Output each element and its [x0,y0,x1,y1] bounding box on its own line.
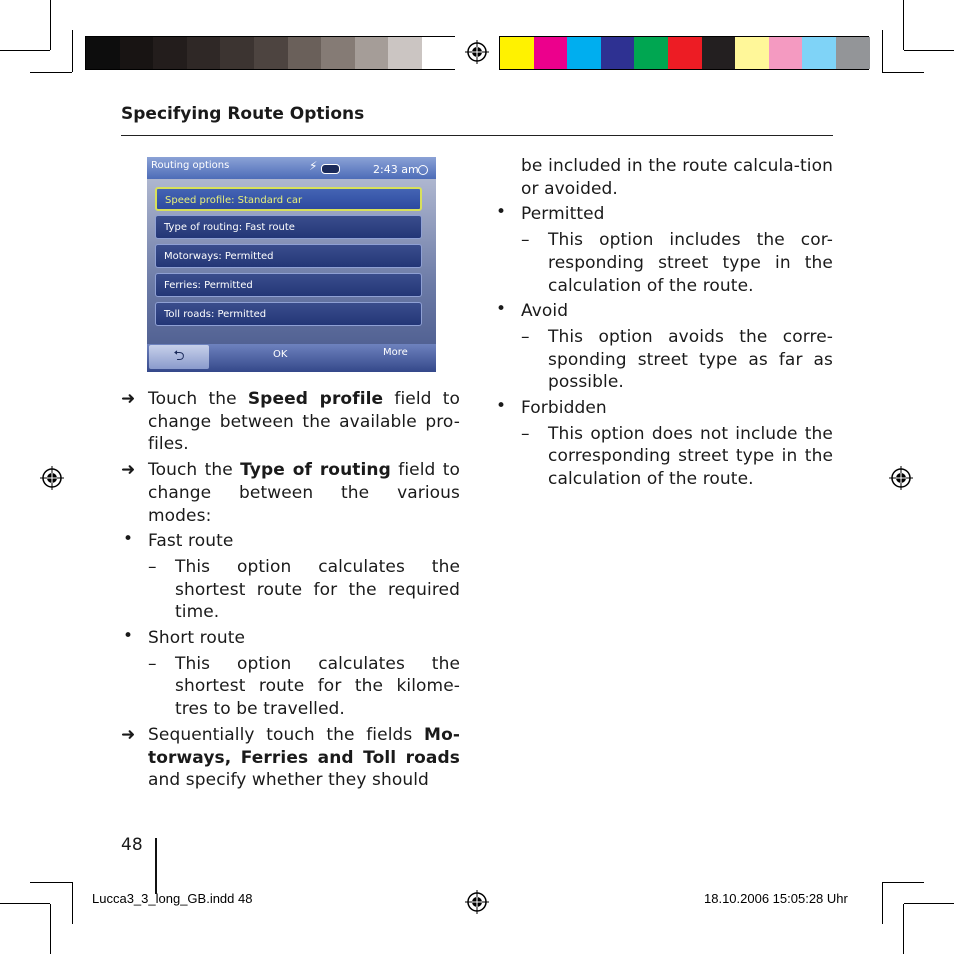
right-column [494,155,833,494]
ok-button[interactable]: OK [273,349,288,360]
bullet-item [494,203,833,226]
registration-mark-icon [889,466,913,490]
more-button[interactable]: More [383,347,408,358]
crop-mark [50,0,51,50]
step-text: Touch the [148,389,248,409]
color-swatch [601,37,635,69]
color-swatch [187,37,221,69]
crop-mark [30,882,72,883]
clock-icon [418,165,428,175]
back-arrow-icon[interactable]: ⮌ [149,345,209,369]
dash-item [121,556,460,624]
registration-mark-icon [465,40,489,64]
option-toll-roads[interactable]: Toll roads: Permitted [155,302,422,326]
crop-mark [0,903,50,904]
bullet-item [121,530,460,553]
footer-timestamp: 18.10.2006 15:05:28 Uhr [704,891,848,906]
option-type-of-routing[interactable]: Type of routing: Fast route [155,215,422,239]
dash-text: This option calculates the shortest route for the kilome-tres to be travelled. [175,653,460,720]
battery-icon [321,164,340,174]
arrow-icon: ➜ [121,724,136,745]
registration-mark-icon [40,466,64,490]
section-title: Specifying Route Options [121,104,365,124]
color-swatch [220,37,254,69]
dash-icon: – [521,326,530,347]
crop-mark [904,903,954,904]
bullet-icon: • [496,202,507,223]
color-swatch [355,37,389,69]
dash-icon: – [148,653,157,674]
bullet-item [494,300,833,323]
dash-icon: – [148,556,157,577]
bullet-icon: • [123,626,134,647]
crop-mark [0,50,50,51]
registration-mark-icon [465,890,489,914]
bullet-icon: • [123,529,134,550]
step-keyword: Mo-torways, Ferries and Toll roads [148,724,460,768]
color-swatch [702,37,736,69]
crop-mark [50,904,51,954]
power-icon: ⚡ [309,159,318,173]
color-swatch [769,37,803,69]
color-swatch [86,37,120,69]
bullet-text: Forbidden [521,398,607,419]
instruction-step [121,459,460,527]
screenshot-time: 2:43 am [373,163,419,176]
color-swatch [288,37,322,69]
crop-mark [903,904,904,954]
page-number-rule [155,838,157,894]
color-swatch [153,37,187,69]
option-ferries[interactable]: Ferries: Permitted [155,273,422,297]
step-keyword: Type of routing [240,460,391,481]
color-swatch [500,37,534,69]
color-swatch [254,37,288,69]
crop-mark [882,30,883,72]
heading-rule [121,135,833,136]
page-number: 48 [121,835,143,855]
step-text: Touch the [148,460,241,481]
bullet-text: Short route [148,628,246,649]
arrow-icon: ➜ [121,389,136,409]
bullet-text: Avoid [521,301,569,322]
color-swatch [321,37,355,69]
step-text: field to change between the available pro-files. [148,389,460,455]
footer-file: Lucca3_3_long_GB.indd 48 [92,891,253,906]
option-motorways[interactable]: Motorways: Permitted [155,244,422,268]
color-swatch [735,37,769,69]
color-swatch [668,37,702,69]
step-text: Sequentially touch the fields [148,724,425,745]
dash-text: This option calculates the shortest route for the required time. [175,556,460,623]
color-swatch [120,37,154,69]
dash-item [494,423,833,491]
step-text: and specify whether they should [148,770,429,791]
dash-item [494,229,833,297]
bullet-item [121,627,460,650]
bullet-text: Permitted [521,204,605,225]
bullet-item [494,397,833,420]
dash-item [121,653,460,721]
dash-text: This option does not include the corresponding street type in the calculation of the route. [548,423,833,490]
screenshot-title: Routing options [151,160,230,171]
dash-icon: – [521,423,530,444]
dash-text: This option avoids the corre-sponding street type as far as possible. [548,326,833,393]
crop-mark [882,882,924,883]
crop-mark [882,72,924,73]
crop-mark [882,882,883,924]
crop-mark [903,0,904,50]
bullet-icon: • [496,396,507,417]
dash-text: This option includes the cor-responding street type in the calculation of the route. [548,230,833,296]
color-swatch [802,37,836,69]
arrow-icon: ➜ [121,460,136,481]
device-screenshot [147,157,436,372]
color-swatch [534,37,568,69]
color-swatch [422,37,456,69]
color-swatch [567,37,601,69]
option-speed-profile[interactable]: Speed profile: Standard car [155,187,422,211]
bullet-text: Fast route [148,531,234,552]
crop-mark [72,30,73,72]
color-swatch [634,37,668,69]
crop-mark [72,882,73,924]
instruction-step [121,388,460,456]
step-text: field to change between the various modes: [148,460,460,526]
color-swatch [388,37,422,69]
dash-icon: – [521,230,530,251]
bullet-icon: • [496,299,507,320]
continued-text: be included in the route calcula-tion or avoided. [521,156,833,199]
left-column [121,388,460,795]
crop-mark [904,50,954,51]
instruction-step [121,724,460,792]
color-swatch [836,37,870,69]
dash-item [494,326,833,394]
step-keyword: Speed profile [247,389,384,409]
crop-mark [30,72,72,73]
